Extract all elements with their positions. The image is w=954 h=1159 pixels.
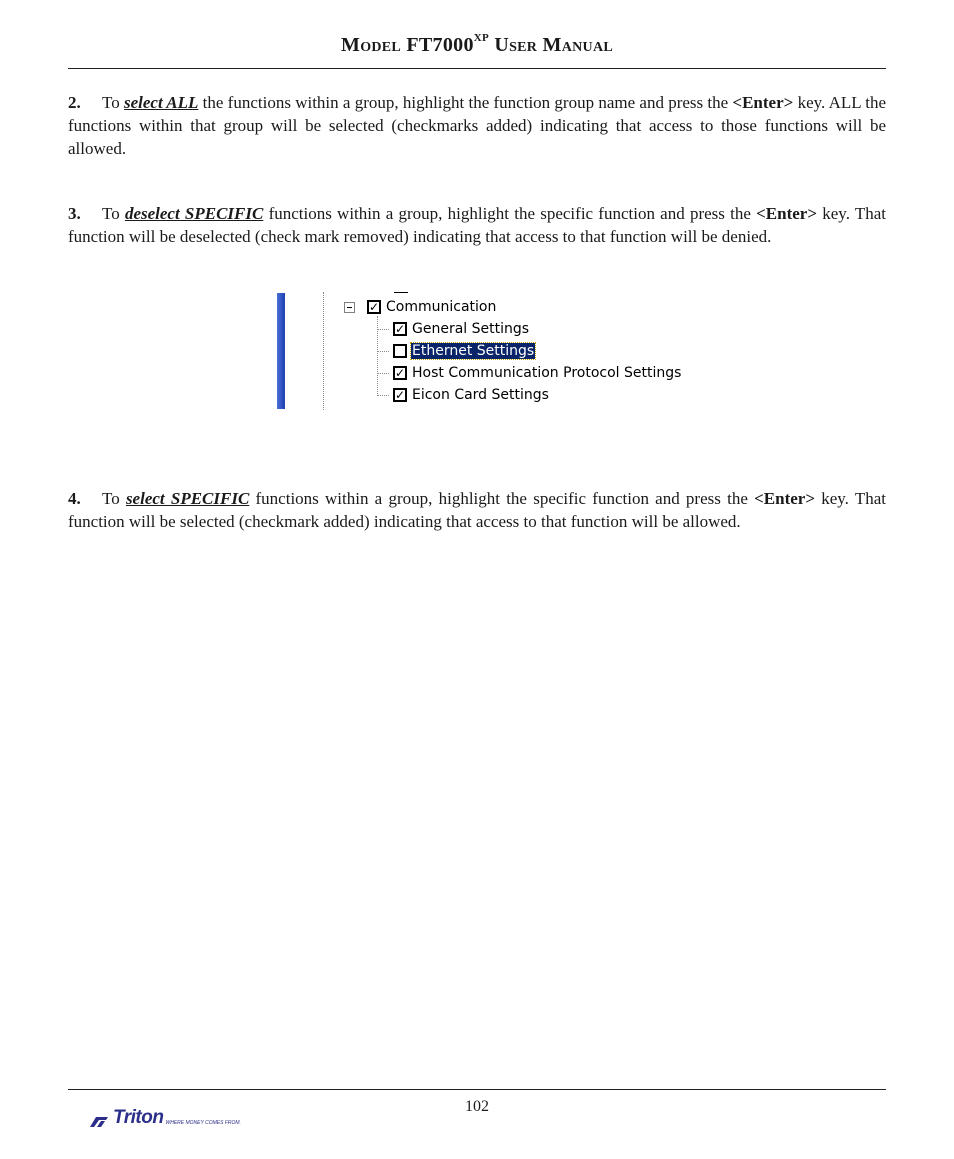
tree-group-label: Communication bbox=[386, 299, 497, 315]
tree-item-ethernet-settings[interactable] bbox=[377, 341, 535, 361]
step-4-paragraph bbox=[68, 487, 886, 533]
step-3-paragraph bbox=[68, 202, 886, 248]
checkbox-unchecked-icon[interactable] bbox=[393, 344, 407, 358]
header-initial-2: U bbox=[494, 34, 510, 56]
checkbox-checked-icon[interactable]: ✓ bbox=[368, 300, 380, 314]
enter-key-label: <Enter> bbox=[732, 93, 794, 112]
tree-top-mark bbox=[394, 292, 408, 293]
header-model-sup: XP bbox=[473, 32, 490, 45]
step-text-after: key. That function will be selected (checkmark added) indicating that access to that function will be allowed. bbox=[68, 489, 887, 531]
tree-item-host-communication-protocol-settings[interactable] bbox=[377, 363, 682, 383]
triton-mark-icon bbox=[88, 1115, 110, 1129]
header-model-name: FT7000 bbox=[406, 34, 474, 56]
tree-item-label: General Settings bbox=[412, 321, 530, 337]
tree-item-general-settings[interactable] bbox=[377, 319, 530, 339]
window-edge-bar bbox=[277, 293, 285, 409]
step-lead: To bbox=[102, 204, 120, 223]
checkbox-checked-icon[interactable]: ✓ bbox=[394, 388, 406, 402]
step-lead: To bbox=[102, 489, 120, 508]
header-word-manual: anual bbox=[561, 34, 613, 56]
tree-group-communication[interactable] bbox=[367, 297, 497, 317]
tree-item-label-selected: Ethernet Settings bbox=[412, 343, 535, 359]
step-text: functions within a group, highlight the specific function and press the bbox=[249, 489, 755, 508]
step-text-after: key. ALL the functions within that group will be selected (checkmarks added) indicating that access to those functions will be allowed. bbox=[68, 93, 887, 158]
checkbox-checked-icon[interactable]: ✓ bbox=[394, 366, 406, 380]
step-number: 4. bbox=[68, 489, 81, 508]
tree-item-label: Host Communication Protocol Settings bbox=[412, 365, 682, 381]
triton-logo bbox=[88, 1107, 241, 1129]
step-text-after: key. That function will be deselected (check mark removed) indicating that access to that function will be denied. bbox=[68, 204, 887, 246]
header-word-user: ser bbox=[509, 34, 538, 56]
collapse-minus-icon[interactable] bbox=[344, 302, 355, 313]
step-emphasis: select ALL bbox=[123, 93, 199, 112]
header-initial-3: M bbox=[542, 34, 562, 56]
step-emphasis: select SPECIFIC bbox=[125, 489, 250, 508]
logo-wordmark: Triton bbox=[113, 1107, 164, 1128]
step-text: functions within a group, highlight the specific function and press the bbox=[263, 204, 757, 223]
header-word-model: odel bbox=[360, 34, 402, 56]
tree-item-eicon-card-settings[interactable] bbox=[377, 385, 550, 405]
footer-rule bbox=[68, 1089, 886, 1090]
page-header-title bbox=[0, 34, 954, 57]
step-emphasis: deselect SPECIFIC bbox=[124, 204, 264, 223]
header-rule bbox=[68, 68, 886, 69]
tree-root-line bbox=[323, 292, 324, 410]
tree-item-label: Eicon Card Settings bbox=[412, 387, 549, 403]
function-tree-screenshot bbox=[276, 292, 682, 410]
step-number: 2. bbox=[68, 93, 81, 112]
step-text: the functions within a group, highlight the function group name and press the bbox=[198, 93, 733, 112]
header-initial-1: M bbox=[341, 34, 361, 56]
logo-tagline: WHERE MONEY COMES FROM. bbox=[165, 1120, 241, 1126]
step-lead: To bbox=[102, 93, 120, 112]
enter-key-label: <Enter> bbox=[754, 489, 816, 508]
page-number: 102 bbox=[465, 1098, 489, 1115]
step-number: 3. bbox=[68, 204, 81, 223]
enter-key-label: <Enter> bbox=[756, 204, 818, 223]
step-2-paragraph bbox=[68, 91, 886, 160]
checkbox-checked-icon[interactable]: ✓ bbox=[394, 322, 406, 336]
